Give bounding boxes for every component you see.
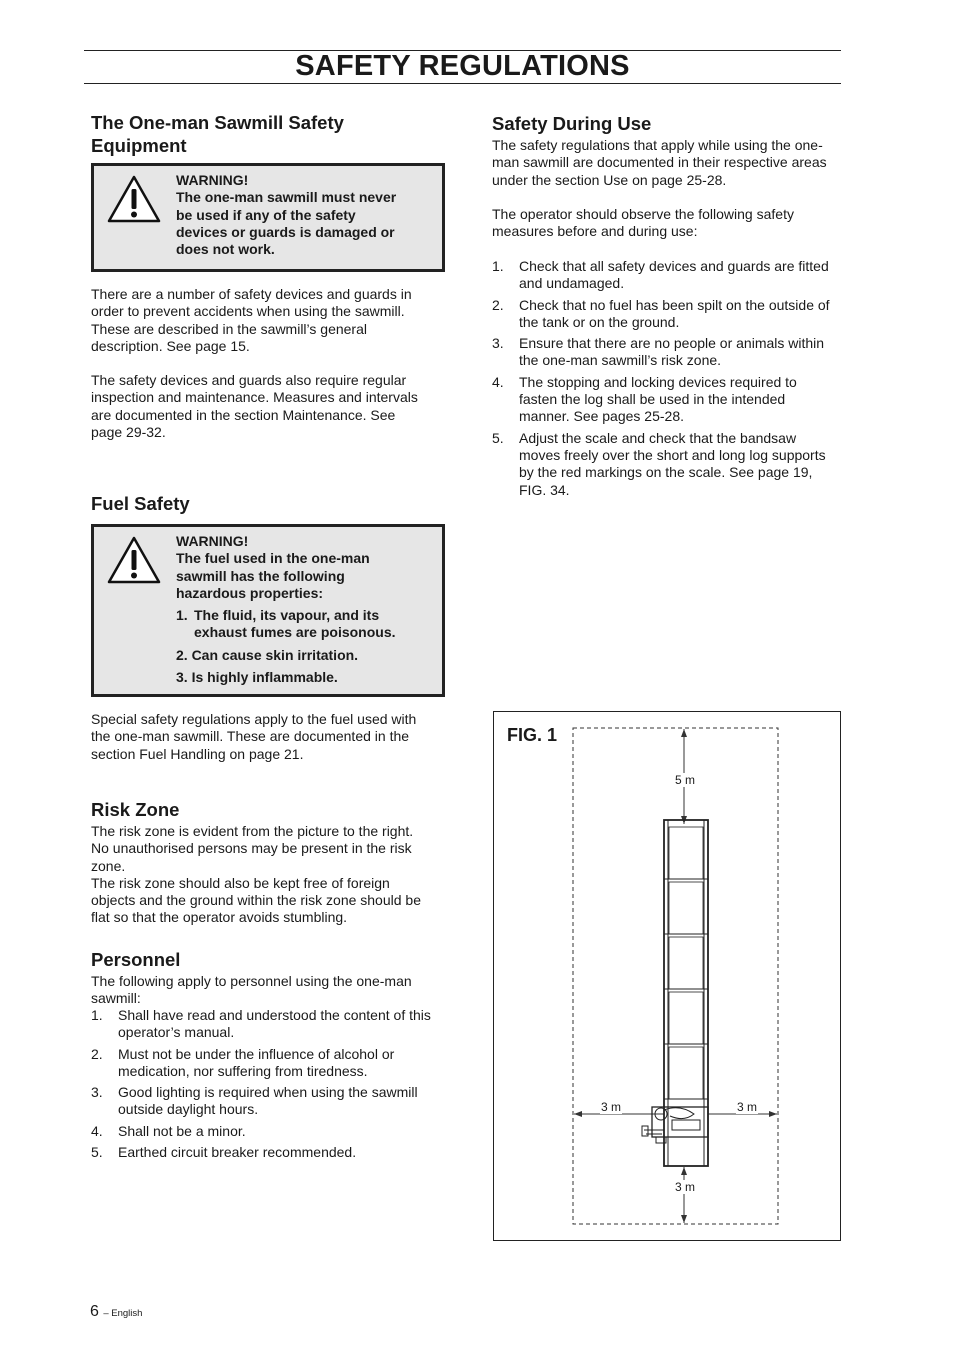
equipment-heading: The One-man Sawmill Safety Equipment [91, 112, 344, 156]
use-paragraph-1: The safety regulations that apply while using the one- man sawmill are documented in their respective areas under the section Use on page 25-28. [492, 137, 827, 188]
dimension-bottom-label: 3 m [675, 1180, 696, 1194]
personnel-heading: Personnel [91, 949, 181, 970]
list-item: 4. Shall not be a minor. [91, 1122, 246, 1139]
list-item: 1. Check that all safety devices and guards are fitted and undamaged. [492, 258, 829, 292]
list-item: 3. Ensure that there are no people or animals within the one-man sawmill’s risk zone. [492, 335, 825, 369]
footer-language: – English [103, 1308, 143, 1319]
warning-triangle-icon [106, 174, 162, 224]
list-item: 2. Check that no fuel has been spilt on the outside of the tank or on the ground. [492, 296, 830, 330]
fuel-warning-item: 2. Can cause skin irritation. [176, 646, 359, 663]
bandsaw-unit [642, 1107, 708, 1143]
fuel-warning-item: 3. Is highly inflammable. [176, 669, 338, 686]
dimension-right-label: 3 m [737, 1100, 758, 1114]
fuel-paragraph: Special safety regulations apply to the fuel used with the one-man sawmill. These are documented in the section Fuel Handling on page 21. [91, 711, 417, 762]
risk-zone-boundary [573, 728, 778, 1224]
page-title: SAFETY REGULATIONS [295, 50, 630, 82]
dimension-top-label: 5 m [675, 773, 696, 787]
list-item: 5. Earthed circuit breaker recommended. [91, 1144, 357, 1161]
equipment-paragraph-2: The safety devices and guards also require regular inspection and maintenance. Measures and intervals are documented in the section Maintenance. See page 29-32. [91, 372, 418, 440]
use-heading: Safety During Use [492, 113, 652, 134]
risk-zone-diagram [494, 712, 840, 1240]
dimension-left-label: 3 m [601, 1100, 622, 1114]
risk-heading: Risk Zone [91, 799, 180, 820]
personnel-list [91, 1007, 443, 1165]
page-footer [90, 1303, 142, 1321]
warning-triangle-icon [106, 535, 162, 585]
figure-label: FIG. 1 [507, 725, 558, 745]
use-paragraph-2: The operator should observe the following safety measures before and during use: [492, 206, 794, 240]
risk-paragraph: The risk zone is evident from the picture to the right. No unauthorised persons may be present in the risk zone. The risk zone should also be kept free of foreign objects and the ground within the risk zone should be flat so that the operator avoids stumbling. [91, 823, 421, 926]
equipment-paragraph-1: There are a number of safety devices and guards in order to prevent accidents when using the sawmill. These are described in the sawmill’s general description. See page 15. [91, 286, 412, 354]
equipment-warning-box [91, 163, 445, 272]
fuel-warning-item: 1. The fluid, its vapour, and its exhaust fumes are poisonous. [176, 607, 396, 641]
page-number: 6 [90, 1303, 99, 1320]
list-item: 5. Adjust the scale and check that the bandsaw moves freely over the short and long log supports by the red markings on the scale. See page 19, FIG. 34. [492, 429, 826, 498]
list-item: 3. Good lighting is required when using the sawmill outside daylight hours. [91, 1084, 418, 1118]
use-list [492, 258, 844, 503]
fuel-warning-text: WARNING! The fuel used in the one-man sawmill has the following hazardous properties: 1. The fluid, its vapour, and its exhaust fumes are poisonous. 2. Can cause skin irritation. 3. Is highly inflammable. [176, 533, 396, 686]
list-item: 1. Shall have read and understood the content of this operator’s manual. [91, 1007, 431, 1041]
risk-zone-figure [493, 711, 841, 1241]
equipment-warning-text: WARNING! The one-man sawmill must never be used if any of the safety devices or guards is damaged or does not work. [176, 172, 397, 258]
sawmill-frame [664, 820, 708, 1166]
fuel-heading: Fuel Safety [91, 493, 190, 514]
personnel-intro: The following apply to personnel using the one-man sawmill: [91, 973, 412, 1007]
fuel-warning-box [91, 524, 445, 697]
list-item: 2. Must not be under the influence of alcohol or medication, nor suffering from tiredness. [91, 1045, 395, 1079]
title-underline [84, 83, 841, 84]
list-item: 4. The stopping and locking devices required to fasten the log shall be used in the intended manner. See pages 25-28. [492, 373, 797, 425]
